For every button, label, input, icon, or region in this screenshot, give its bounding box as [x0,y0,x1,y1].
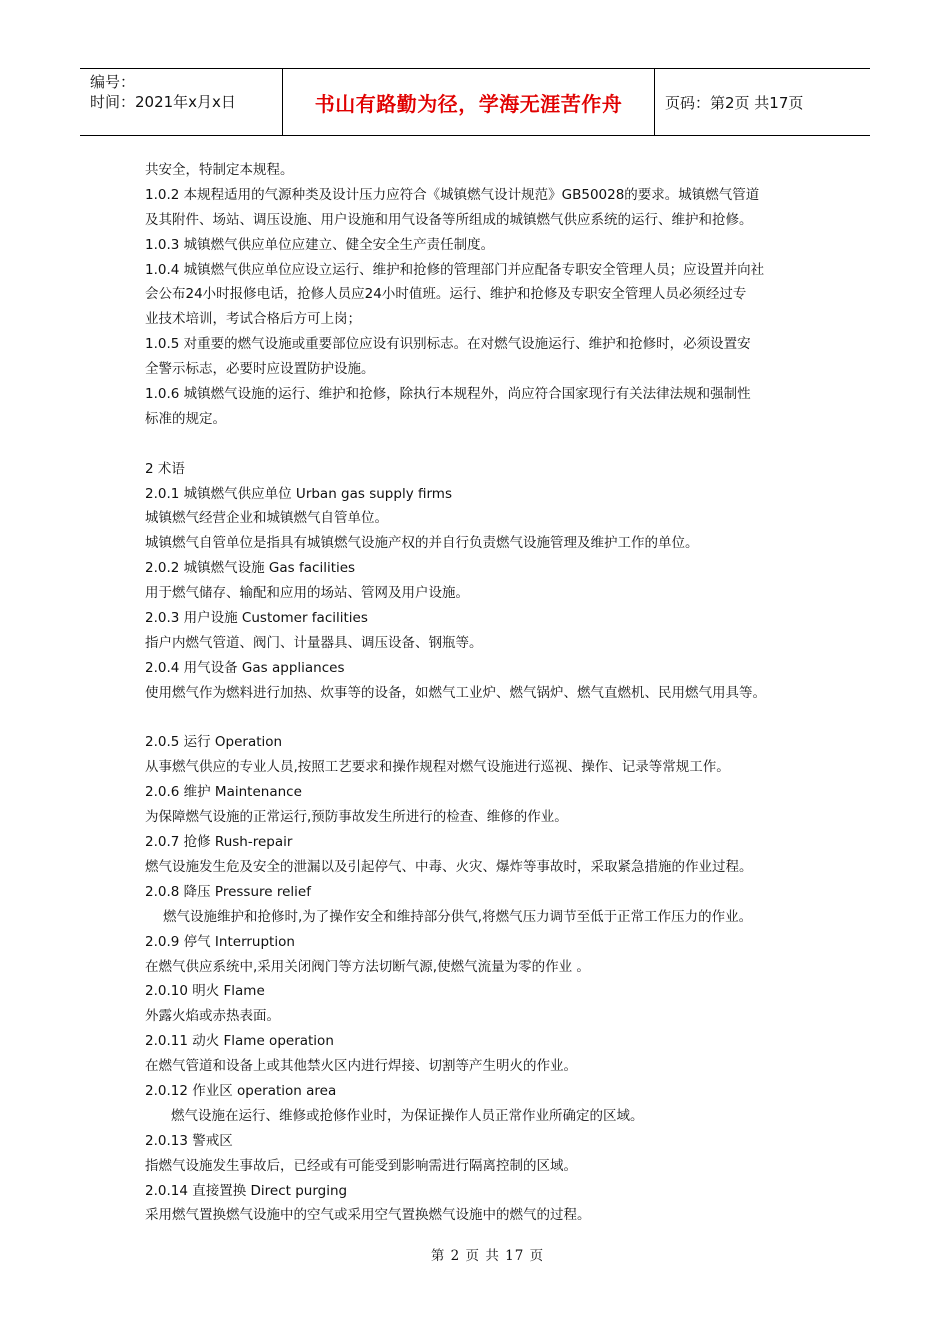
body-line: 外露火焰或赤热表面。 [145,1008,280,1025]
body-line: 2.0.4 用气设备 Gas appliances [145,659,345,676]
page-header [80,68,870,136]
body-line: 2.0.6 维护 Maintenance [145,784,302,801]
page-footer [0,1244,950,1264]
header-motto-cell [283,69,655,135]
body-line: 用于燃气储存、输配和应用的场站、管网及用户设施。 [145,585,469,602]
body-line: 燃气设施在运行、维修或抢修作业时，为保证操作人员正常作业所确定的区域。 [171,1107,644,1124]
body-line: 2.0.12 作业区 operation area [145,1082,337,1099]
body-line: 1.0.3 城镇燃气供应单位应建立、健全安全生产责任制度。 [145,236,495,253]
document-body [145,158,810,1228]
serial-number-label: 编号： [90,73,136,91]
header-page-info: 页码：第2页 共17页 [665,93,804,112]
body-line: 城镇燃气自管单位是指具有城镇燃气设施产权的并自行负责燃气设施管理及维护工作的单位。 [145,535,699,552]
body-line: 燃气设施发生危及安全的泄漏以及引起停气、中毒、火灾、爆炸等事故时，采取紧急措施的作业过程。 [145,858,753,875]
body-line: 全警示标志，必要时应设置防护设施。 [145,361,375,378]
header-page-cell [655,69,870,135]
body-line: 1.0.4 城镇燃气供应单位应设立运行、维护和抢修的管理部门并应配备专职安全管理人员；应设置并向社 [145,261,765,278]
body-line: 从事燃气供应的专业人员,按照工艺要求和操作规程对燃气设施进行巡视、操作、记录等常规工作。 [145,759,730,776]
body-line: 1.0.6 城镇燃气设施的运行、维护和抢修，除执行本规程外，尚应符合国家现行有关法律法规和强制性 [145,386,751,403]
blank-line [145,432,810,457]
body-line: 在燃气供应系统中,采用关闭阀门等方法切断气源,使燃气流量为零的作业 。 [145,958,590,975]
body-line: 2 术语 [145,460,185,477]
body-line: 2.0.2 城镇燃气设施 Gas facilities [145,560,356,577]
body-line: 2.0.10 明火 Flame [145,983,265,1000]
body-line: 标准的规定。 [145,410,226,427]
time-label: 时间：2021年x月x日 [90,93,236,111]
header-meta-cell [80,69,283,135]
body-line: 2.0.9 停气 Interruption [145,933,295,950]
body-line: 指燃气设施发生事故后，已经或有可能受到影响需进行隔离控制的区域。 [145,1157,577,1174]
header-motto: 书山有路勤为径，学海无涯苦作舟 [314,91,623,116]
body-line: 2.0.3 用户设施 Customer facilities [145,610,368,627]
blank-line [145,706,810,731]
body-line: 业技术培训，考试合格后方可上岗； [145,311,361,328]
body-line: 在燃气管道和设备上或其他禁火区内进行焊接、切割等产生明火的作业。 [145,1058,577,1075]
body-line: 1.0.2 本规程适用的气源种类及设计压力应符合《城镇燃气设计规范》GB50028的要求。城镇燃气管道 [145,186,760,203]
body-line: 2.0.14 直接置换 Direct purging [145,1182,348,1199]
body-line: 使用燃气作为燃料进行加热、炊事等的设备，如燃气工业炉、燃气锅炉、燃气直燃机、民用燃气用具等。 [145,684,766,701]
body-line: 2.0.5 运行 Operation [145,734,283,751]
body-line: 会公布24小时报修电话，抢修人员应24小时值班。运行、维护和抢修及专职安全管理人员必须经过专 [145,286,747,303]
body-line: 指户内燃气管道、阀门、计量器具、调压设备、钢瓶等。 [145,634,483,651]
body-line: 2.0.8 降压 Pressure relief [145,883,311,900]
body-line: 及其附件、场站、调压设施、用户设施和用气设备等所组成的城镇燃气供应系统的运行、维护和抢修。 [145,211,753,228]
body-line: 城镇燃气经营企业和城镇燃气自管单位。 [145,510,388,527]
body-line: 2.0.11 动火 Flame operation [145,1033,334,1050]
body-line: 共安全，特制定本规程。 [145,162,294,178]
body-line: 为保障燃气设施的正常运行,预防事故发生所进行的检查、维修的作业。 [145,809,568,826]
body-line: 采用燃气置换燃气设施中的空气或采用空气置换燃气设施中的燃气的过程。 [145,1207,591,1224]
body-line: 2.0.7 抢修 Rush-repair [145,834,293,851]
body-line: 2.0.1 城镇燃气供应单位 Urban gas supply firms [145,485,452,502]
footer-page-number: 第 2 页 共 17 页 [430,1248,545,1264]
body-line: 2.0.13 警戒区 [145,1132,233,1149]
body-line: 1.0.5 对重要的燃气设施或重要部位应设有识别标志。在对燃气设施运行、维护和抢修时，必须设置安 [145,336,751,353]
body-line: 燃气设施维护和抢修时,为了操作安全和维持部分供气,将燃气压力调节至低于正常工作压力的作业。 [163,908,753,925]
